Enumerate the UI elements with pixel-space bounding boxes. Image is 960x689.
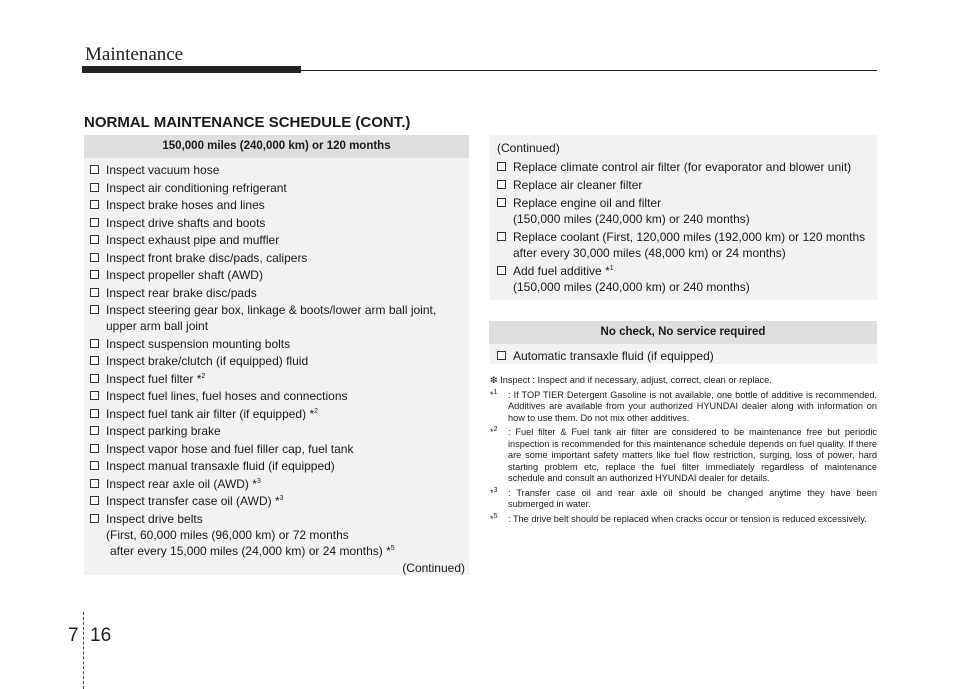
list-item: Inspect vapor hose and fuel filler cap, fuel tank [90,441,469,457]
page-number: 16 [90,625,112,646]
checkbox-icon [90,356,99,365]
checkbox-icon [90,479,99,488]
list-item: Inspect propeller shaft (AWD) [90,267,469,283]
list-item: Replace climate control air filter (for evaporator and blower unit) [497,159,877,175]
list-item: Inspect drive belts (First, 60,000 miles (96,000 km) or 72 months after every 15,000 miles (24,000 km) or 24 months) *$^5$ [90,511,469,559]
list-item: Inspect transfer case oil (AWD) *$^3$ [90,493,469,509]
inspection-list [84,158,469,559]
footnotes [490,375,877,528]
checkbox-icon [90,218,99,227]
maintenance-150k-panel [84,135,469,575]
list-item: Inspect air conditioning refrigerant [90,180,469,196]
replace-items-panel [489,135,877,300]
list-item: Inspect steering gear box, linkage & boots/lower arm ball joint, upper arm ball joint [90,302,469,334]
checkbox-icon [90,165,99,174]
section-title: NORMAL MAINTENANCE SCHEDULE (CONT.) [84,114,411,131]
footnote: *$^2$ : Fuel filter & Fuel tank air filter are considered to be maintenance free but periodic inspection is recommended for this maintenance schedule depends on fuel quality. If there are some important safety matters like fuel flow restriction, surging, loss of power, hard starting problem etc, replace the fuel filter immediately regardless of maintenance schedule and consult an authorized HYUNDAI dealer for details. [490,425,877,483]
list-item: Inspect parking brake [90,423,469,439]
footnote-main: ❇ Inspect : Inspect and if necessary, adjust, correct, clean or replace. [490,375,772,385]
checkbox-icon [90,339,99,348]
list-item: Inspect rear brake disc/pads [90,285,469,301]
checkbox-icon [90,235,99,244]
list-item: Inspect front brake disc/pads, calipers [90,250,469,266]
no-service-list [489,344,877,364]
checkbox-icon [90,183,99,192]
panel-heading: No check, No service required [489,321,877,344]
checkbox-icon [497,232,506,241]
list-item: Inspect fuel tank air filter (if equipped) *$^2$ [90,406,469,422]
panel-heading: 150,000 miles (240,000 km) or 120 months [84,135,469,158]
list-item: Inspect rear axle oil (AWD) *$^3$ [90,476,469,492]
checkbox-icon [90,461,99,470]
checkbox-icon [90,270,99,279]
checkbox-icon [90,253,99,262]
footnote: *$^1$ : If TOP TIER Detergent Gasoline is not available, one bottle of additive is recommended. Additives are available from your authorized HYUNDAI dealer along with information on how to use them. Do not mix other additives. [490,388,877,423]
checkbox-icon [90,496,99,505]
replace-list [489,159,877,295]
page-divider [83,612,84,689]
list-item: Inspect vacuum hose [90,162,469,178]
checkbox-icon [90,305,99,314]
list-item: Replace air cleaner filter [497,177,877,193]
checkbox-icon [90,288,99,297]
list-item: Inspect suspension mounting bolts [90,336,469,352]
checkbox-icon [497,198,506,207]
checkbox-icon [497,180,506,189]
list-item: Inspect fuel lines, fuel hoses and connections [90,388,469,404]
list-item: Inspect fuel filter *$^2$ [90,371,469,387]
checkbox-icon [90,514,99,523]
checkbox-icon [497,266,506,275]
header-rule-thick [82,66,301,73]
checkbox-icon [497,351,506,360]
checkbox-icon [90,444,99,453]
checkbox-icon [90,426,99,435]
checkbox-icon [90,391,99,400]
no-service-panel [489,321,877,364]
list-item: Inspect brake hoses and lines [90,197,469,213]
checkbox-icon [90,374,99,383]
checkbox-icon [90,409,99,418]
list-item: Inspect manual transaxle fluid (if equipped) [90,458,469,474]
list-item: Inspect drive shafts and boots [90,215,469,231]
list-item: Automatic transaxle fluid (if equipped) [497,348,877,364]
checkbox-icon [90,200,99,209]
chapter-number: 7 [68,625,79,646]
continued-label: (Continued) [402,561,465,575]
list-item: Replace coolant (First, 120,000 miles (192,000 km) or 120 months after every 30,000 miles (48,000 km) or 24 months) [497,229,877,261]
continued-label: (Continued) [497,141,560,155]
footnote: *$^5$ : The drive belt should be replaced when cracks occur or tension is reduced excessively. [490,512,867,524]
list-item: Inspect brake/clutch (if equipped) fluid [90,353,469,369]
list-item: Replace engine oil and filter (150,000 miles (240,000 km) or 240 months) [497,195,877,227]
footnote: *$^3$ : Transfer case oil and rear axle oil should be changed anytime they have been submerged in water. [490,486,877,509]
checkbox-icon [497,162,506,171]
header-rule-thin [301,70,877,71]
list-item: Inspect exhaust pipe and muffler [90,232,469,248]
header-title: Maintenance [85,44,184,65]
list-item: Add fuel additive *$^1$ (150,000 miles (240,000 km) or 240 months) [497,263,877,295]
